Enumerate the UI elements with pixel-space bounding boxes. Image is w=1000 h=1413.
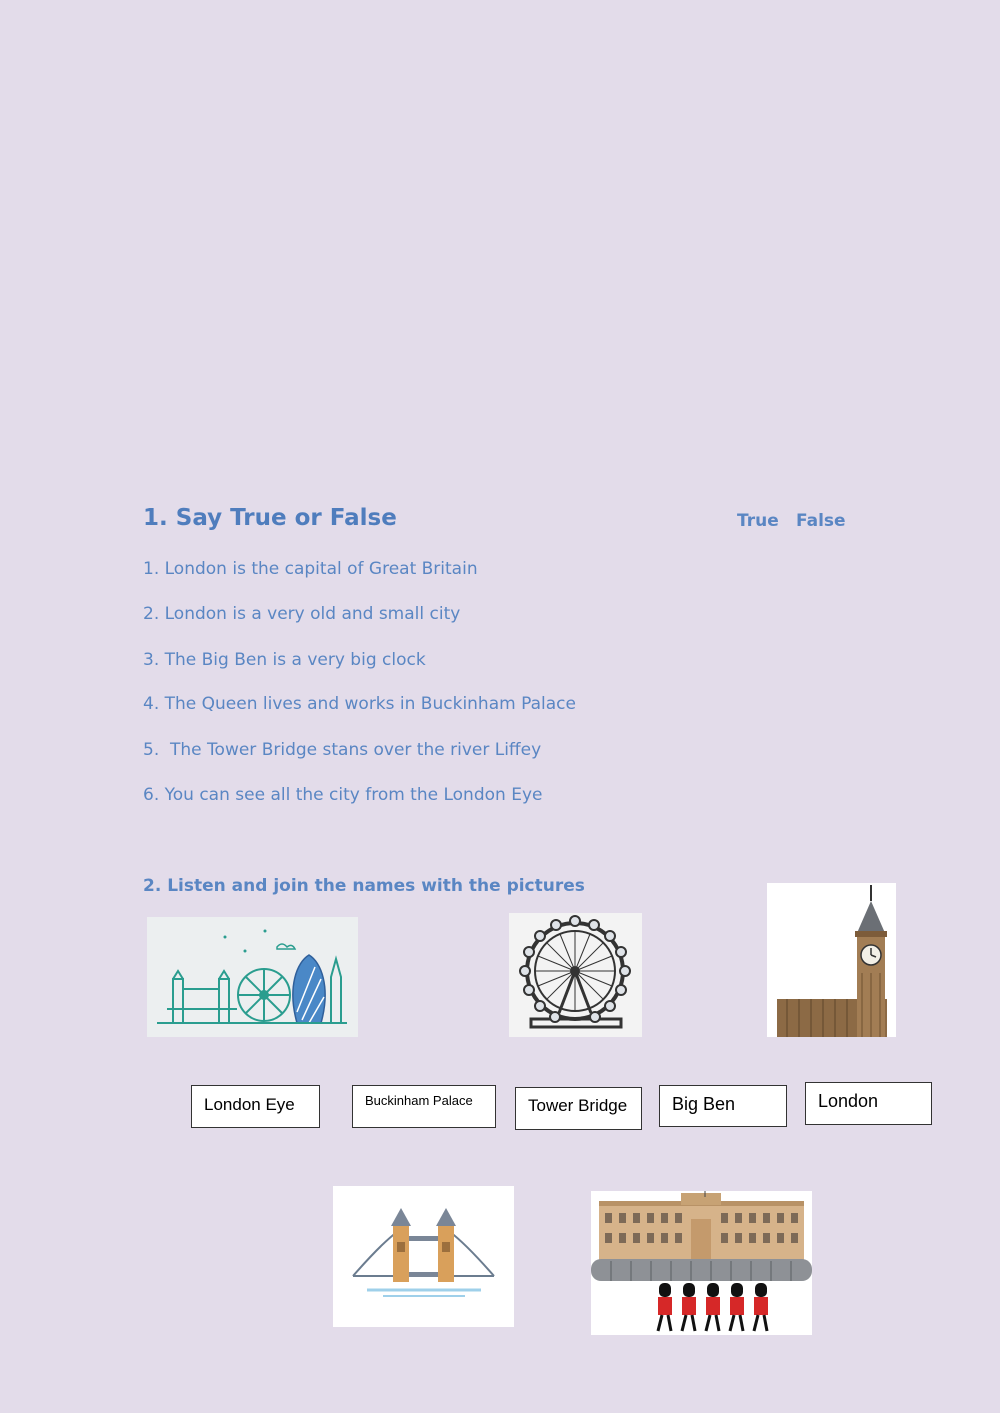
big-ben-icon[interactable]	[767, 883, 896, 1037]
name-box-tower-bridge[interactable]: Tower Bridge	[515, 1087, 642, 1130]
london-skyline-icon[interactable]	[147, 917, 358, 1037]
name-box-london[interactable]: London	[805, 1082, 932, 1125]
section1-title: 1. Say True or False	[143, 505, 397, 531]
name-box-big-ben[interactable]: Big Ben	[659, 1085, 787, 1127]
statement-1: 1. London is the capital of Great Britain	[143, 559, 478, 579]
statement-6: 6. You can see all the city from the London Eye	[143, 785, 543, 805]
section2-title: 2. Listen and join the names with the pictures	[143, 876, 585, 896]
tower-bridge-icon[interactable]	[333, 1186, 514, 1327]
false-column-label: False	[796, 511, 846, 531]
name-box-buckinham-palace[interactable]: Buckinham Palace	[352, 1085, 496, 1128]
buckingham-palace-icon[interactable]	[591, 1191, 812, 1335]
true-column-label: True	[737, 511, 779, 531]
statement-5: 5. The Tower Bridge stans over the river Liffey	[143, 740, 542, 760]
london-eye-icon[interactable]	[509, 913, 642, 1037]
statement-4: 4. The Queen lives and works in Buckinham Palace	[143, 694, 576, 714]
statement-2: 2. London is a very old and small city	[143, 604, 461, 624]
statement-3: 3. The Big Ben is a very big clock	[143, 650, 426, 670]
name-box-london-eye[interactable]: London Eye	[191, 1085, 320, 1128]
